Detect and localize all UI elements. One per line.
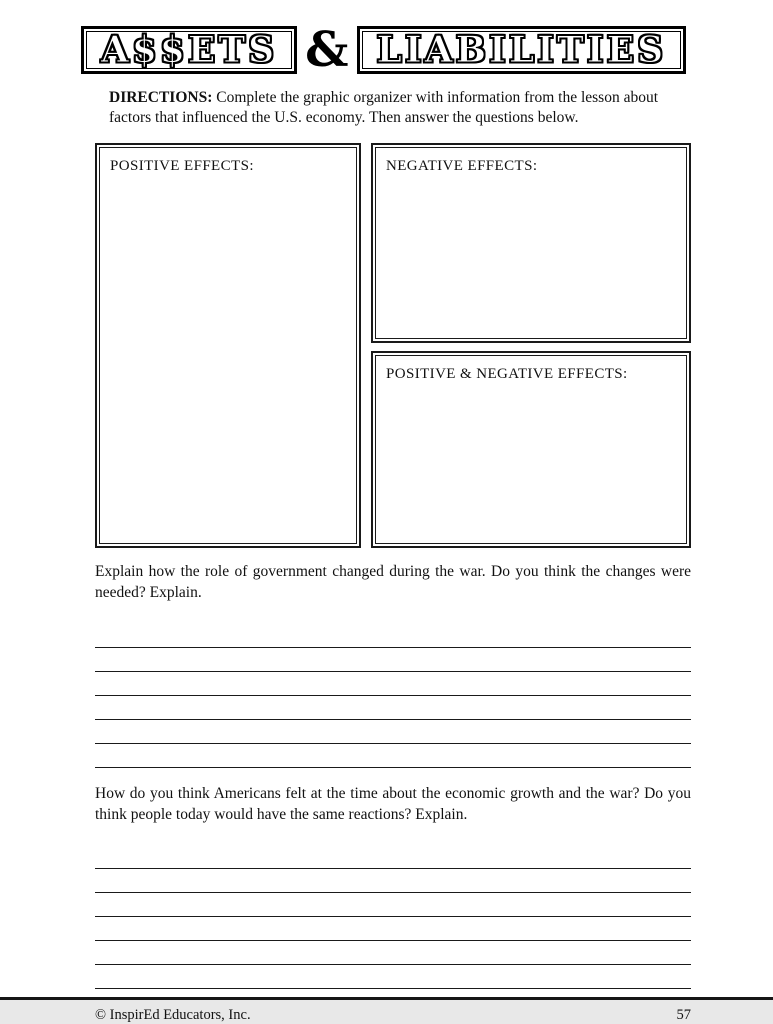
- answer-line: [95, 720, 691, 744]
- title-box-assets: [81, 26, 297, 74]
- page-number: 57: [676, 1007, 691, 1024]
- positive-effects-box: [95, 143, 361, 548]
- answer-line: [95, 845, 691, 869]
- answer-line: [95, 917, 691, 941]
- positive-negative-effects-writing-area: [375, 355, 687, 544]
- title-box-liabilities: [357, 26, 687, 74]
- answer-line: [95, 648, 691, 672]
- question-2-text: How do you think Americans felt at the time about the economic growth and the war? Do you think people today would have the same reactions? Explain.: [95, 784, 691, 824]
- graphic-organizer: [95, 143, 691, 548]
- answer-line: [95, 893, 691, 917]
- answer-line: [95, 696, 691, 720]
- directions-label: DIRECTIONS:: [109, 89, 213, 106]
- title-banner: [0, 0, 773, 78]
- directions: [109, 88, 691, 129]
- positive-negative-effects-box: [371, 351, 691, 548]
- title-word-liabilities: LIABILITIES: [376, 29, 667, 71]
- copyright-text: © InspirEd Educators, Inc.: [95, 1007, 251, 1024]
- answer-line: [95, 869, 691, 893]
- title-word-assets: A$$ETS: [100, 29, 278, 71]
- footer: [95, 1007, 691, 1024]
- answer-line: [95, 624, 691, 648]
- answer-line: [95, 672, 691, 696]
- title-box-assets-inner: [86, 31, 292, 69]
- negative-effects-writing-area: [375, 147, 687, 339]
- positive-negative-effects-label: POSITIVE & NEGATIVE EFFECTS:: [386, 365, 628, 382]
- title-ampersand: &: [305, 22, 349, 78]
- positive-effects-label: POSITIVE EFFECTS:: [110, 157, 254, 174]
- answer-line: [95, 965, 691, 989]
- answer-line: [95, 744, 691, 768]
- scan-edge-artifact: [0, 997, 773, 1000]
- question-2-answer-lines: [95, 845, 691, 989]
- directions-text: Complete the graphic organizer with information from the lesson about factors that influenced the U.S. economy. Then answer the questions below.: [109, 89, 659, 127]
- negative-effects-box: [371, 143, 691, 343]
- question-1-text: Explain how the role of government changed during the war. Do you think the changes were needed? Explain.: [95, 562, 691, 602]
- negative-effects-label: NEGATIVE EFFECTS:: [386, 157, 538, 174]
- organizer-right-column: [371, 143, 691, 548]
- question-1-answer-lines: [95, 624, 691, 768]
- positive-effects-writing-area: [99, 147, 357, 544]
- answer-line: [95, 941, 691, 965]
- title-box-liabilities-inner: [362, 31, 682, 69]
